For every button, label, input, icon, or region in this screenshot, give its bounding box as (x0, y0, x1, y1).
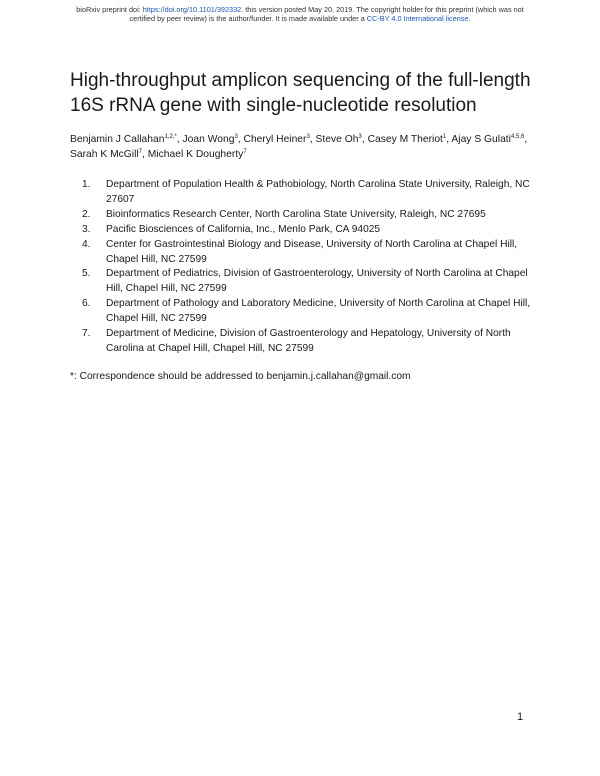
doi-prefix: bioRxiv preprint doi: (76, 5, 143, 14)
correspondence-note: *: Correspondence should be addressed to benjamin.j.callahan@gmail.com (70, 371, 411, 382)
license-statement: certified by peer review) is the author/funder. It is made available under a (129, 14, 367, 23)
doi-link[interactable]: https://doi.org/10.1101/392332 (142, 5, 242, 14)
title-line-2: 16S rRNA gene with single-nucleotide resolution (70, 95, 477, 116)
affiliation-number: 2. (82, 208, 91, 220)
posting-statement: . this version posted May 20, 2019. The copyright holder for this preprint (which was not (241, 5, 524, 14)
affiliation-number: 4. (82, 238, 91, 250)
author-affiliation-marks: 3 (358, 134, 362, 140)
license-link[interactable]: CC-BY 4.0 International license (366, 14, 469, 23)
affiliation-number: 6. (82, 298, 91, 310)
author-name: Casey M Theriot (367, 134, 443, 145)
affiliation-text: Center for Gastrointestinal Biology and Disease, University of North Carolina at Chapel Hill, Chapel Hill, NC 27599 (106, 238, 518, 265)
affiliation-text: Bioinformatics Research Center, North Carolina State University, Raleigh, NC 27695 (106, 208, 486, 220)
author-affiliation-marks: 1 (442, 134, 447, 140)
affiliation-list (82, 178, 532, 357)
author (148, 149, 247, 160)
affiliation-item (82, 267, 532, 297)
affiliation-item (82, 178, 532, 208)
author-affiliation-marks: 1,2,* (164, 134, 177, 140)
author-affiliation-marks: 3 (234, 134, 238, 140)
affiliation-item (82, 297, 532, 327)
author-name: Steve Oh (315, 134, 359, 145)
paper-title (70, 68, 540, 118)
author (316, 134, 368, 145)
author (183, 134, 244, 145)
affiliation-text: Department of Population Health & Pathobiology, North Carolina State University, Raleigh, NC 27607 (106, 179, 530, 205)
affiliation-item (82, 208, 532, 223)
author-name: Michael K Dougherty (147, 149, 244, 160)
author-separator: , (524, 134, 528, 145)
affiliation-text: Department of Pathology and Laboratory Medicine, University of North Carolina at Chapel Hill, Chapel Hill, NC 27599 (106, 298, 531, 325)
author-affiliation-marks: 4,5,6 (510, 134, 525, 140)
affiliation-text: Pacific Biosciences of California, Inc., Menlo Park, CA 94025 (106, 223, 381, 235)
author (70, 134, 183, 145)
author (368, 134, 452, 145)
author (70, 149, 148, 160)
author-separator: , (176, 134, 183, 145)
license-period: . (468, 14, 471, 23)
author-separator: , (309, 134, 316, 145)
preprint-header-line-1 (60, 5, 540, 14)
author-name: Joan Wong (182, 134, 235, 145)
affiliation-item (82, 327, 532, 357)
author-name: Sarah K McGill (70, 149, 139, 160)
affiliation-text: Department of Pediatrics, Division of Gastroenterology, University of North Carolina at Chapel Hill, Chapel Hill, NC 27599 (106, 268, 528, 295)
page-number: 1 (517, 711, 524, 723)
author-separator: , (361, 134, 368, 145)
preprint-header (60, 5, 540, 23)
affiliation-item (82, 223, 532, 238)
author-name: Benjamin J Callahan (70, 134, 165, 145)
title-line-1: High-throughput amplicon sequencing of the full-length (70, 70, 531, 91)
author-separator: , (142, 149, 148, 160)
author-affiliation-marks: 3 (306, 134, 310, 140)
author (244, 134, 316, 145)
affiliation-item (82, 238, 532, 268)
affiliation-number: 3. (82, 223, 91, 235)
affiliation-text: Department of Medicine, Division of Gastroenterology and Hepatology, University of North Carolina at Chapel Hill, Chapel Hill, NC 27599 (106, 328, 511, 354)
author-name: Cheryl Heiner (243, 134, 307, 145)
preprint-header-line-2 (60, 14, 540, 23)
author-affiliation-marks: 7 (243, 149, 247, 155)
author-affiliation-marks: 7 (138, 149, 143, 155)
author-list (70, 132, 532, 162)
affiliation-number: 7. (82, 328, 91, 340)
author-separator: , (237, 134, 244, 145)
affiliation-number: 5. (82, 268, 91, 280)
author (451, 134, 527, 145)
author-name: Ajay S Gulati (451, 134, 511, 145)
affiliation-number: 1. (82, 179, 91, 190)
author-separator: , (446, 134, 452, 145)
